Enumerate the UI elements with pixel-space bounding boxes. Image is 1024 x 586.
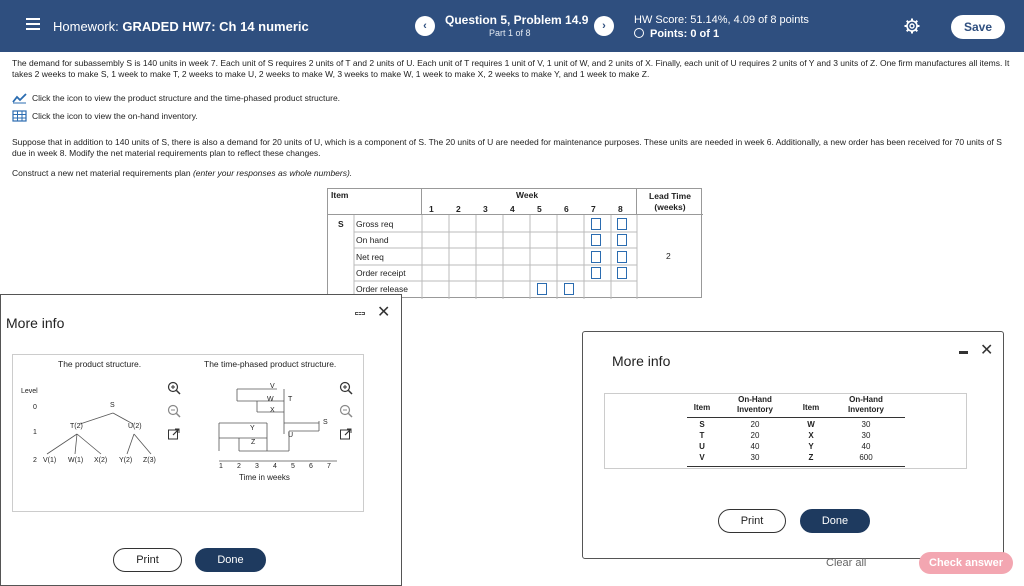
chart-icon[interactable] — [12, 92, 27, 104]
node-y: Y(2) — [119, 457, 133, 464]
tp-u: U — [288, 432, 294, 439]
col-onhand-header — [725, 395, 785, 415]
week-6: 6 — [564, 204, 569, 214]
figure-frame — [12, 354, 364, 512]
inv-item-w: W — [807, 420, 815, 429]
week-2: 2 — [456, 204, 461, 214]
hw-score: HW Score: 51.14%, 4.09 of 8 points — [634, 14, 809, 26]
node-u: U(2) — [128, 423, 142, 430]
item-s: S — [338, 219, 344, 229]
more-info-panel-structure — [0, 294, 402, 586]
time-axis-label: Time in weeks — [239, 473, 290, 482]
tick-1: 1 — [219, 463, 223, 470]
order-receipt-week-8-input[interactable] — [617, 267, 627, 279]
node-w: W(1) — [68, 457, 84, 464]
minimize-icon[interactable] — [355, 312, 365, 315]
time-phased-chart — [209, 381, 339, 469]
item-header: Item — [331, 190, 349, 200]
row-order-receipt: Order receipt — [356, 268, 406, 278]
close-icon-2[interactable]: ✕ — [980, 342, 994, 359]
order-release-week-5-input[interactable] — [537, 283, 547, 295]
inv-value-w: 30 — [861, 420, 871, 429]
close-icon[interactable]: ✕ — [377, 304, 391, 321]
points-text: Points: 0 of 1 — [650, 28, 720, 40]
inv-value-y: 40 — [861, 442, 871, 451]
tick-6: 6 — [309, 463, 313, 470]
question-title: Question 5, Problem 14.9 — [445, 13, 589, 27]
question-part: Part 1 of 8 — [489, 28, 531, 38]
week-5: 5 — [537, 204, 542, 214]
inv-value-x: 30 — [861, 431, 871, 440]
table-icon[interactable] — [12, 110, 27, 122]
tp-x: X — [270, 407, 275, 414]
week-8: 8 — [618, 204, 623, 214]
order-receipt-week-7-input[interactable] — [591, 267, 601, 279]
expand-icon-2[interactable] — [339, 427, 353, 441]
tick-4: 4 — [273, 463, 277, 470]
inv-item-z: Z — [808, 453, 814, 462]
inv-value-z: 600 — [859, 453, 873, 462]
check-answer-button[interactable]: Check answer — [919, 552, 1013, 574]
zoom-in-icon[interactable] — [167, 381, 181, 395]
week-3: 3 — [483, 204, 488, 214]
zoom-out-icon[interactable] — [167, 404, 181, 418]
product-structure-title: The product structure. — [58, 359, 142, 369]
tp-t: T — [288, 396, 293, 403]
more-info-title-2: More info — [612, 353, 671, 369]
col-onhand-unit-2: Inventory — [847, 405, 884, 414]
problem-paragraph-2: Suppose that in addition to 140 units of S, there is also a demand for 20 units of U, which is a component of S. The 20 units of U are needed for maintenance purposes. These units are needed in week 6. Additionally, a new order has been received for 70 units of S due in week 8. Modify the net material requirements plan to reflect these changes. — [12, 137, 1002, 158]
tick-3: 3 — [255, 463, 259, 470]
col-item-header-2: Item — [802, 403, 820, 412]
on-hand-week-8-input[interactable] — [617, 234, 627, 246]
on-hand-week-7-input[interactable] — [591, 234, 601, 246]
homework-title — [53, 19, 309, 34]
inventory-link[interactable]: Click the icon to view the on-hand inventory. — [32, 111, 198, 121]
level-0: 0 — [33, 404, 37, 411]
inventory-table — [687, 394, 905, 468]
row-net-req: Net req — [356, 252, 384, 262]
inv-item-y: Y — [808, 442, 814, 451]
tick-2: 2 — [237, 463, 241, 470]
row-gross-req: Gross req — [356, 219, 394, 229]
node-z: Z(3) — [143, 457, 156, 464]
week-4: 4 — [510, 204, 515, 214]
node-x: X(2) — [94, 457, 108, 464]
lead-time-value: 2 — [666, 251, 671, 261]
inv-value-t: 20 — [750, 431, 760, 440]
product-structure-link[interactable]: Click the icon to view the product structure and the time-phased product structure. — [32, 93, 341, 103]
gear-icon[interactable] — [904, 18, 920, 34]
level-2: 2 — [33, 457, 37, 464]
col-onhand-unit: Inventory — [736, 405, 773, 414]
homework-prefix: Homework: — [53, 19, 119, 34]
product-tree-lines — [13, 355, 193, 513]
points-status — [634, 28, 719, 40]
tp-z: Z — [251, 439, 256, 446]
lead-time-unit: (weeks) — [654, 202, 686, 212]
row-on-hand: On hand — [356, 235, 389, 245]
more-info-title: More info — [6, 315, 65, 331]
inv-item-v: V — [699, 453, 705, 462]
inv-value-u: 40 — [750, 442, 760, 451]
homework-name: GRADED HW7: Ch 14 numeric — [122, 19, 309, 34]
col-onhand-label: On-Hand — [738, 395, 772, 404]
week-header: Week — [516, 190, 539, 200]
col-item-header: Item — [693, 403, 711, 412]
net-req-week-7-input[interactable] — [591, 251, 601, 263]
order-release-week-6-input[interactable] — [564, 283, 574, 295]
print-button-right[interactable]: Print — [718, 509, 786, 533]
previous-question-button[interactable]: ‹ — [415, 16, 435, 36]
next-question-button[interactable]: › — [594, 16, 614, 36]
tp-s: S — [323, 419, 328, 426]
zoom-in-icon-2[interactable] — [339, 381, 353, 395]
inv-value-v: 30 — [750, 453, 760, 462]
tick-7: 7 — [327, 463, 331, 470]
problem-paragraph-1: The demand for subassembly S is 140 units in week 7. Each unit of S requires 2 units of T and 2 units of U. Each unit of T requires 1 unit of V, 1 unit of W, and 2 units of X. Finally, each unit of U requires 2 units of Y and 3 units of Z. One firm manufactures all items. It takes 2 weeks to make S, 1 week to make T, 2 weeks to make U, 2 weeks to make W, 3 weeks to make W, 1 week to make X, 2 weeks to make Y, and 1 week to make Z. — [12, 58, 1010, 79]
gross-req-week-7-input[interactable] — [591, 218, 601, 230]
done-button-right[interactable]: Done — [800, 509, 870, 533]
zoom-out-icon-2[interactable] — [339, 404, 353, 418]
week-1: 1 — [429, 204, 434, 214]
item-header-cell — [328, 189, 422, 215]
net-req-week-8-input[interactable] — [617, 251, 627, 263]
instruction — [12, 168, 352, 179]
print-button-left[interactable]: Print — [113, 548, 182, 572]
col-onhand-header-2 — [836, 395, 896, 415]
gross-req-week-8-input[interactable] — [617, 218, 627, 230]
tp-y: Y — [250, 425, 255, 432]
inv-item-t: T — [699, 431, 705, 440]
instruction-main: Construct a new net material requirements plan — [12, 168, 193, 178]
week-7: 7 — [591, 204, 596, 214]
time-phased-title: The time-phased product structure. — [204, 359, 337, 369]
expand-icon[interactable] — [167, 427, 181, 441]
minimize-icon-2[interactable] — [959, 351, 968, 354]
inv-value-s: 20 — [750, 420, 760, 429]
instruction-note: (enter your responses as whole numbers). — [192, 168, 353, 178]
mrp-table — [327, 188, 702, 298]
save-button[interactable]: Save — [951, 15, 1005, 39]
menu-icon[interactable] — [26, 18, 40, 30]
tick-5: 5 — [291, 463, 295, 470]
inv-item-u: U — [699, 442, 705, 451]
done-button-left[interactable]: Done — [195, 548, 266, 572]
status-circle-icon — [634, 28, 644, 38]
tp-v: V — [270, 383, 275, 390]
lead-time-label: Lead Time — [649, 191, 691, 201]
row-order-release: Order release — [356, 284, 408, 294]
col-onhand-label-2: On-Hand — [849, 395, 883, 404]
week-header-cell — [422, 189, 637, 215]
node-t: T(2) — [70, 423, 83, 430]
node-s: S — [110, 402, 115, 409]
tp-w: W — [267, 396, 274, 403]
clear-all-button[interactable]: Clear all — [826, 557, 867, 569]
node-v: V(1) — [43, 457, 57, 464]
level-label: Level — [21, 388, 38, 395]
top-bar — [0, 0, 1024, 52]
inv-item-x: X — [808, 431, 814, 440]
level-1: 1 — [33, 429, 37, 436]
lead-time-header — [637, 189, 703, 215]
inv-item-s: S — [699, 420, 705, 429]
